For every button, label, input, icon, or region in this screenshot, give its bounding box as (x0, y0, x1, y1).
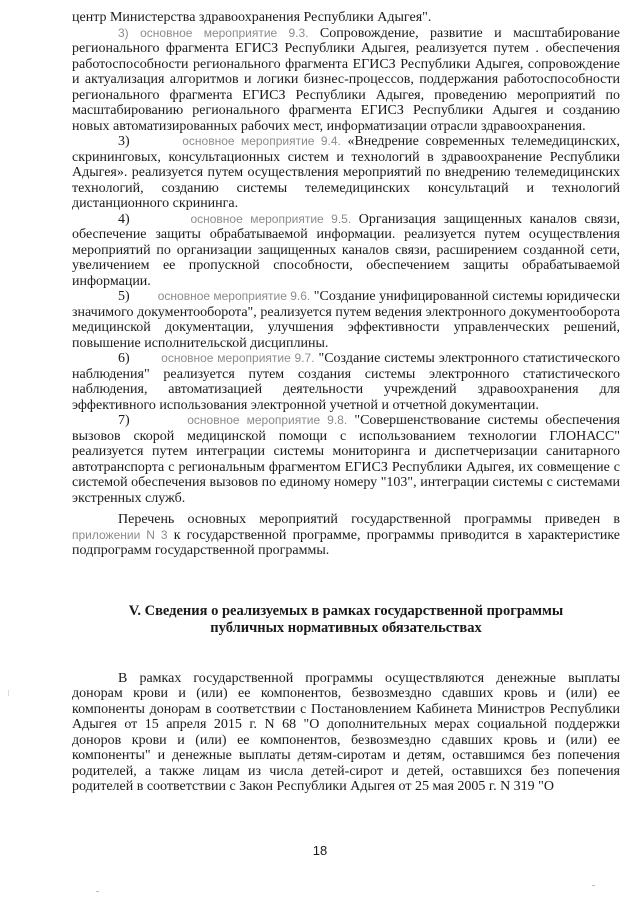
appendix-reference: приложении N 3 (72, 527, 168, 542)
page-number: 18 (312, 843, 328, 858)
item-9-4 (72, 134, 620, 212)
item-9-3-text: Сопровождение, развитие и масштабирование регионального фрагмента ЕГИСЗ Республики Адыгея, реализуется путем . обеспечения работоспособности регионального фрагмента ЕГИСЗ Республики Адыгея, сопровождение и актуализация алгоритмов и логики бизнес-процессов, поддержания работоспособности регионального фрагмента ЕГИСЗ Республики Адыгея, проведению мероприятий по масштабированию регионального фрагмента ЕГИСЗ Республики Адыгея и созданию новых автоматизированных рабочих мест, информатизации отрасли здравоохранения. (72, 25, 621, 134)
intro-line: центр Министерства здравоохранения Республики Адыгея". (72, 10, 432, 25)
item-9-6-number: 5) (118, 289, 130, 304)
item-9-7 (72, 351, 620, 413)
measures-list-before: Перечень основных мероприятий государственной программы приведен в (118, 512, 620, 527)
item-9-7-text: "Создание системы электронного статистического наблюдения" реализуется путем создания системы электронного статистического наблюдения, автоматизацией деятельности учреждений здравоохранения для эффективного использования электронной учетной и отчетной документации. (72, 351, 621, 413)
item-9-8-text: "Совершенствование системы обеспечения вызовов скорой медицинской помощи с использованием технологии ГЛОНАСС" реализуется путем интеграции системы мониторинга и диспетчеризации санитарного автотранспорта с региональным фрагментом ЕГИСЗ Республики Адыгея, их совмещение с системой обеспечения вызовов по единому номеру "103", интеграции системы с системами экстренных служб. (72, 413, 620, 506)
item-9-8-label: основное мероприятие 9.8. (187, 413, 348, 427)
measures-list-after: к государственной программе, программы приводится в характеристике подпрограмм государственной программы. (72, 527, 620, 558)
item-9-8-number: 7) (118, 413, 130, 428)
item-9-5-text: Организация защищенных каналов связи, обеспечение защиты обрабатываемой информации. реализуется путем осуществления мероприятий по организации защищенных каналов связи, расширением созданной сети, увеличением ее пропускной способности, обеспечением защиты обрабатываемой информации. (72, 211, 621, 289)
item-9-4-label: основное мероприятие 9.4. (182, 134, 341, 148)
item-9-5-label: основное мероприятие 9.5. (190, 211, 352, 226)
item-9-3 (72, 26, 620, 135)
item-9-6-text: "Создание унифицированной системы юридически значимого документооборота", реализуется путем ведения электронного документооборота медицинской документации, улучшения эффективности управленческих решений, повышение исполнительской дисциплины. (72, 289, 620, 351)
item-9-6 (72, 289, 620, 351)
scan-speck (592, 885, 595, 886)
section-v-heading-line2: публичных нормативных обязательствах (210, 619, 482, 636)
item-9-7-number: 6) (118, 351, 130, 366)
item-9-3-label: основное мероприятие 9.3. (140, 25, 309, 40)
item-9-4-text: «Внедрение современных телемедицинских, скрининговых, консультационных систем и технологий в здравоохранение Республики Адыгея». реализуется путем осуществления мероприятий по внедрению телемедицинских технологий, созданию системы телемедицинских консультаций и технологий дистанционного скрининга. (72, 134, 621, 211)
section-v-heading-line1: V. Сведения о реализуемых в рамках государственной программы (128, 602, 564, 619)
measures-list-paragraph (72, 512, 620, 559)
item-9-7-label: основное мероприятие 9.7. (161, 351, 315, 365)
section-v-heading (72, 603, 620, 637)
obligations-paragraph: В рамках государственной программы осуществляются денежные выплаты донорам крови и (или) ее компонентов, безвозмездно сдавших кровь и (или) ее компоненты донорам в соответствии с Постановлением Кабинета Министров Республики Адыгея от 15 апреля 2015 г. N 68 "О дополнительных мерах социальной поддержки доноров крови и (или) ее компонентов, безвозмездно сдавших кровь и (или) ее компоненты" и денежные выплаты детям-сиротам и детям, оставшимся без попечения родителей, а также лицам из числа детей-сирот и детей, оставшихся без попечения родителей в соответствии с Закон Республики Адыгея от 25 мая 2005 г. N 319 "О (72, 670, 620, 794)
scan-speck (8, 690, 9, 696)
item-9-6-label: основное мероприятие 9.6. (157, 289, 311, 303)
item-9-8 (72, 413, 620, 506)
item-9-3-number: 3) (118, 25, 129, 40)
scan-speck (96, 891, 99, 892)
item-9-5 (72, 212, 620, 290)
item-9-5-number: 4) (118, 211, 130, 227)
item-9-4-number: 3) (118, 134, 130, 149)
document-body (72, 10, 620, 795)
